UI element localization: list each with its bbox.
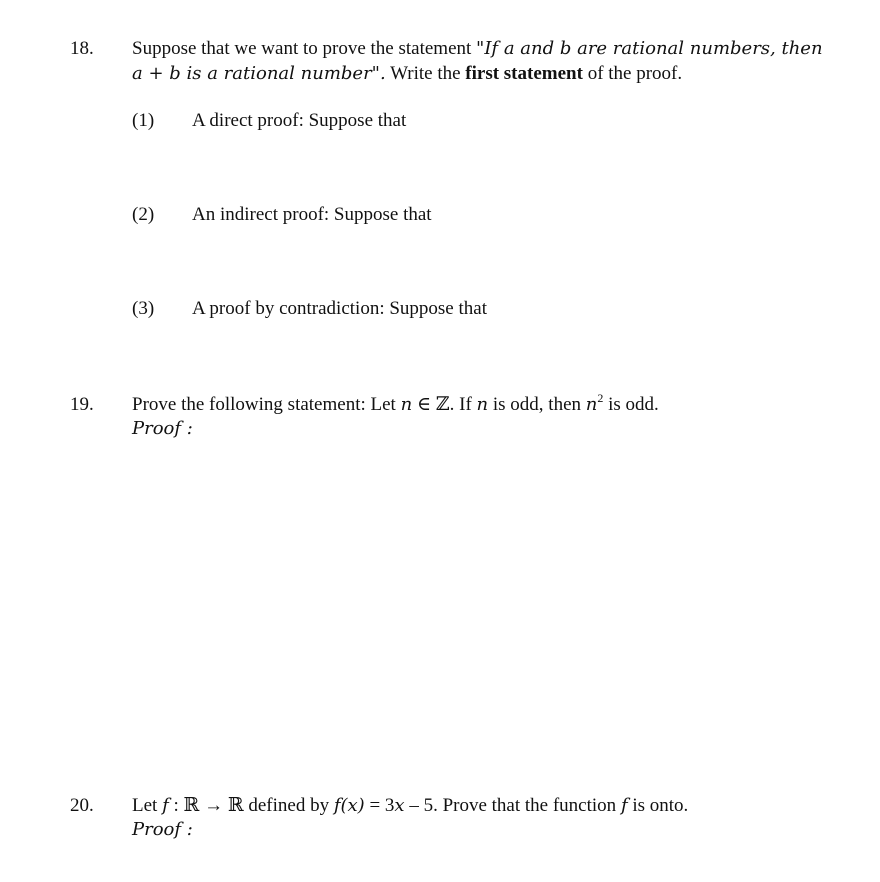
q19-exponent: 2 <box>597 391 604 405</box>
q19-text: is odd. <box>603 394 659 415</box>
q20-text: is onto. <box>627 795 689 816</box>
question-20-line-1 <box>132 794 688 818</box>
q19-math: n <box>400 394 413 415</box>
q18-statement-math: "If a and b are rational numbers, then <box>476 38 823 59</box>
option-3-label: (3) <box>132 298 155 319</box>
option-3-text: A proof by contradiction: Suppose that <box>192 298 487 319</box>
option-2-text: An indirect proof: Suppose that <box>192 204 432 225</box>
q18-text: of the proof. <box>582 63 683 84</box>
q19-math: n <box>585 394 598 415</box>
q18-statement-math-cont: a + b is a rational number". <box>132 63 386 84</box>
question-20-number: 20. <box>70 795 94 816</box>
q20-text: Let <box>132 795 163 816</box>
q19-math: n <box>476 394 489 415</box>
question-18-line-2 <box>132 62 682 86</box>
q20-math: f <box>620 795 628 816</box>
option-2-label: (2) <box>132 204 155 225</box>
q20-proof-label: Proof : <box>132 819 193 840</box>
q18-bold-text: first statement <box>465 63 583 84</box>
question-18-number: 18. <box>70 38 94 59</box>
q20-math: x <box>394 795 405 816</box>
q18-text: Suppose that we want to prove the statement <box>132 38 477 59</box>
q18-text: Write the <box>385 63 466 84</box>
question-19-number: 19. <box>70 394 94 415</box>
q20-text: = 3 <box>364 795 395 816</box>
option-1-label: (1) <box>132 110 155 131</box>
q19-proof-label: Proof : <box>132 418 193 439</box>
question-18-line-1 <box>132 37 823 61</box>
q20-math: f <box>162 795 169 816</box>
q20-text: : ℝ → ℝ defined by <box>168 795 334 816</box>
q19-text: Prove the following statement: Let <box>132 394 401 415</box>
q19-text: ∈ ℤ. If <box>412 394 477 415</box>
option-1-text: A direct proof: Suppose that <box>192 110 407 131</box>
q20-math: f(x) <box>333 795 365 816</box>
q20-text: – 5. Prove that the function <box>404 795 621 816</box>
q19-text: is odd, then <box>488 394 586 415</box>
question-19-line-1 <box>132 393 659 417</box>
